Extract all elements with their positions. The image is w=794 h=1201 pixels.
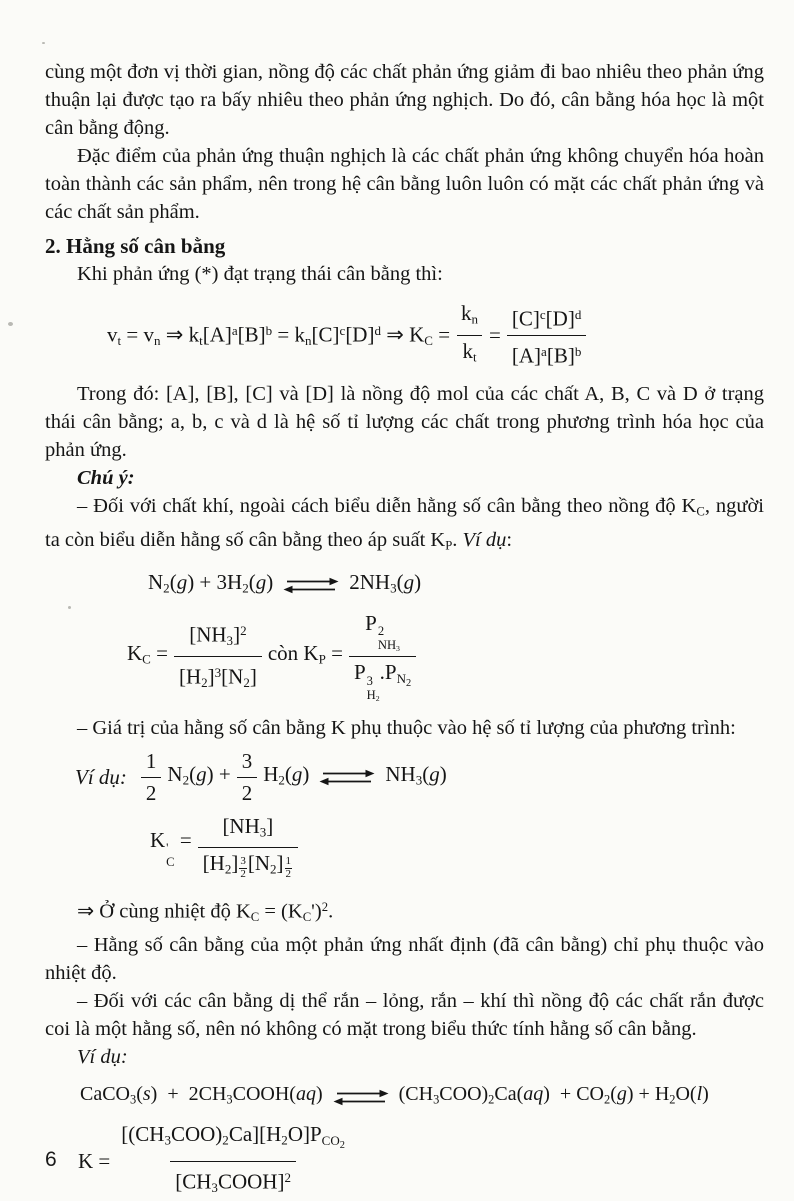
equilibrium-arrow-icon bbox=[333, 1089, 389, 1106]
fraction-numerator: 1 bbox=[145, 748, 157, 773]
formula-kc-prime bbox=[150, 813, 764, 883]
formula-kc-kp bbox=[127, 610, 764, 704]
fraction-denominator: $[H_2]$ $\frac{3}{2}$ $[N_2]$ $\frac{1}{2}$ bbox=[198, 847, 298, 883]
paragraph-o-cung-nhiet-do: ⇒ Ở cùng nhiệt độ $K_C = (K_C')^2$. bbox=[77, 899, 334, 924]
scan-speck bbox=[8, 322, 13, 326]
fraction-kc bbox=[174, 617, 262, 696]
fraction-numerator: P 2 $NH_3$ bbox=[365, 611, 400, 654]
page-number: 6 bbox=[45, 1148, 57, 1171]
fraction-kn-kt bbox=[456, 300, 483, 370]
equilibrium-arrow-icon bbox=[319, 769, 375, 786]
fraction-numerator: $[(CH_3COO)_2Ca][H_2O]P_{CO_2}$ bbox=[121, 1122, 345, 1151]
k-lhs: K = bbox=[78, 1148, 111, 1173]
fraction-one-half bbox=[141, 748, 162, 807]
formula-k-expression bbox=[78, 1121, 764, 1201]
fraction-denominator: 2 bbox=[141, 777, 162, 807]
reaction-rhs: $(CH_3COO)_2Ca(aq) + CO_2(g) + H_2O(l)$ bbox=[398, 1082, 709, 1107]
formula-nh3-reaction bbox=[148, 569, 764, 602]
fraction-numerator: $[NH_3]$ bbox=[222, 813, 274, 840]
paragraph-trong-do: Trong đó: [A], [B], [C] và [D] là nồng độ mol của các chất A, B, C và D ở trạng thái cân bằng; a, b, c và d là hệ số tỉ lượng các chất trong phương trình hóa học của phản ứng. bbox=[45, 383, 764, 462]
fraction-denominator: P 3 $H_2$ $.P_{N_2}$ bbox=[349, 656, 416, 703]
paragraph-khi-phan-ung: Khi phản ứng (*) đạt trạng thái cân bằng thì: bbox=[77, 263, 443, 285]
reaction-rhs: $2NH_3(g)$ bbox=[349, 570, 422, 597]
example-label: Ví dụ: bbox=[75, 764, 127, 789]
paragraph-gia-tri: – Giá trị của hằng số cân bằng K phụ thuộc vào hệ số tỉ lượng của phương trình: bbox=[77, 716, 736, 739]
fraction-concentrations bbox=[507, 301, 586, 369]
paragraph-di-the: – Đối với các cân bằng dị thể rắn – lỏng, rắn – khí thì nồng độ các chất rắn được coi là một hằng số, nên nó không có mặt trong biểu thức tính hằng số cân bằng. bbox=[45, 989, 764, 1040]
kp-connector: còn $K_P$ = bbox=[267, 641, 343, 668]
formula-half-coefficients bbox=[75, 748, 764, 807]
reaction-term-h2: $H_2(g)$ bbox=[263, 761, 310, 788]
paragraph-hang-so: – Hằng số cân bằng của một phản ứng nhất định (đã cân bằng) chỉ phụ thuộc vào nhiệt độ. bbox=[45, 933, 764, 984]
reaction-lhs: $N_2(g) + 3H_2(g)$ bbox=[148, 570, 274, 597]
formula-rate-equilibrium bbox=[107, 300, 764, 370]
fraction-denominator: $[H_2]^3[N_2]$ bbox=[174, 656, 262, 696]
fraction-kp bbox=[349, 610, 416, 704]
note-label: Chú ý: bbox=[77, 467, 135, 490]
section-heading: 2. Hằng số cân bằng bbox=[45, 234, 226, 258]
fraction-numerator: $[NH_3]^2$ bbox=[189, 622, 247, 649]
kc-prime-lhs: K ' C = bbox=[150, 827, 192, 869]
kc-lhs: $K_C$ = bbox=[127, 641, 168, 668]
reaction-lhs: CaCO$_3$(s) + $2CH_3COOH(aq)$ bbox=[80, 1082, 323, 1107]
fraction-denominator: 2 bbox=[237, 777, 258, 807]
paragraph-dac-diem: Đặc điểm của phản ứng thuận nghịch là các chất phản ứng không chuyển hóa hoàn toàn thành các sản phẩm, nên trong hệ cân bằng luôn luôn có mặt các chất phản ứng và các chất sản phẩm. bbox=[45, 145, 764, 223]
example-label: Ví dụ: bbox=[77, 1045, 128, 1068]
fraction-numerator: $k_n$ bbox=[461, 301, 479, 327]
equilibrium-arrow-icon bbox=[283, 577, 339, 594]
fraction-denominator: $k_t$ bbox=[457, 335, 481, 371]
fraction-numerator: 3 bbox=[241, 748, 253, 773]
formula-caco3-reaction bbox=[80, 1081, 764, 1113]
fraction-three-halves bbox=[237, 748, 258, 807]
formula-lead: $v_t = v_n$ ⇒ $k_t[A]^a[B]^b = k_n[C]^c[D]^d$ ⇒ $K_C$ = bbox=[107, 322, 451, 348]
fraction-k bbox=[116, 1121, 350, 1201]
fraction-numerator: $[C]^c[D]^d$ bbox=[511, 306, 582, 331]
scan-speck bbox=[42, 42, 45, 44]
equals-sign: = bbox=[489, 322, 501, 347]
scan-speck bbox=[68, 606, 71, 609]
fraction-denominator: $[CH_3COOH]^2$ bbox=[170, 1161, 296, 1201]
fraction-denominator: $[A]^a[B]^b$ bbox=[507, 335, 586, 370]
reaction-rhs: $NH_3(g)$ bbox=[385, 761, 447, 788]
fraction-kc-prime bbox=[198, 813, 298, 883]
paragraph-doi-voi-chat-khi: – Đối với chất khí, ngoài cách biểu diễn hằng số cân bằng theo nồng độ $K_C$, người ta còn biểu diễn hằng số cân bằng theo áp suất $K_P$. Ví dụ: bbox=[45, 495, 765, 553]
paragraph-intro: cùng một đơn vị thời gian, nồng độ các chất phản ứng giảm đi bao nhiêu theo phản ứng thuận lại được tạo ra bấy nhiêu theo phản ứng nghịch. Do đó, cân bằng hóa học là một cân bằng động. bbox=[45, 61, 764, 139]
reaction-term-n2: $N_2(g)$ + bbox=[167, 761, 231, 788]
